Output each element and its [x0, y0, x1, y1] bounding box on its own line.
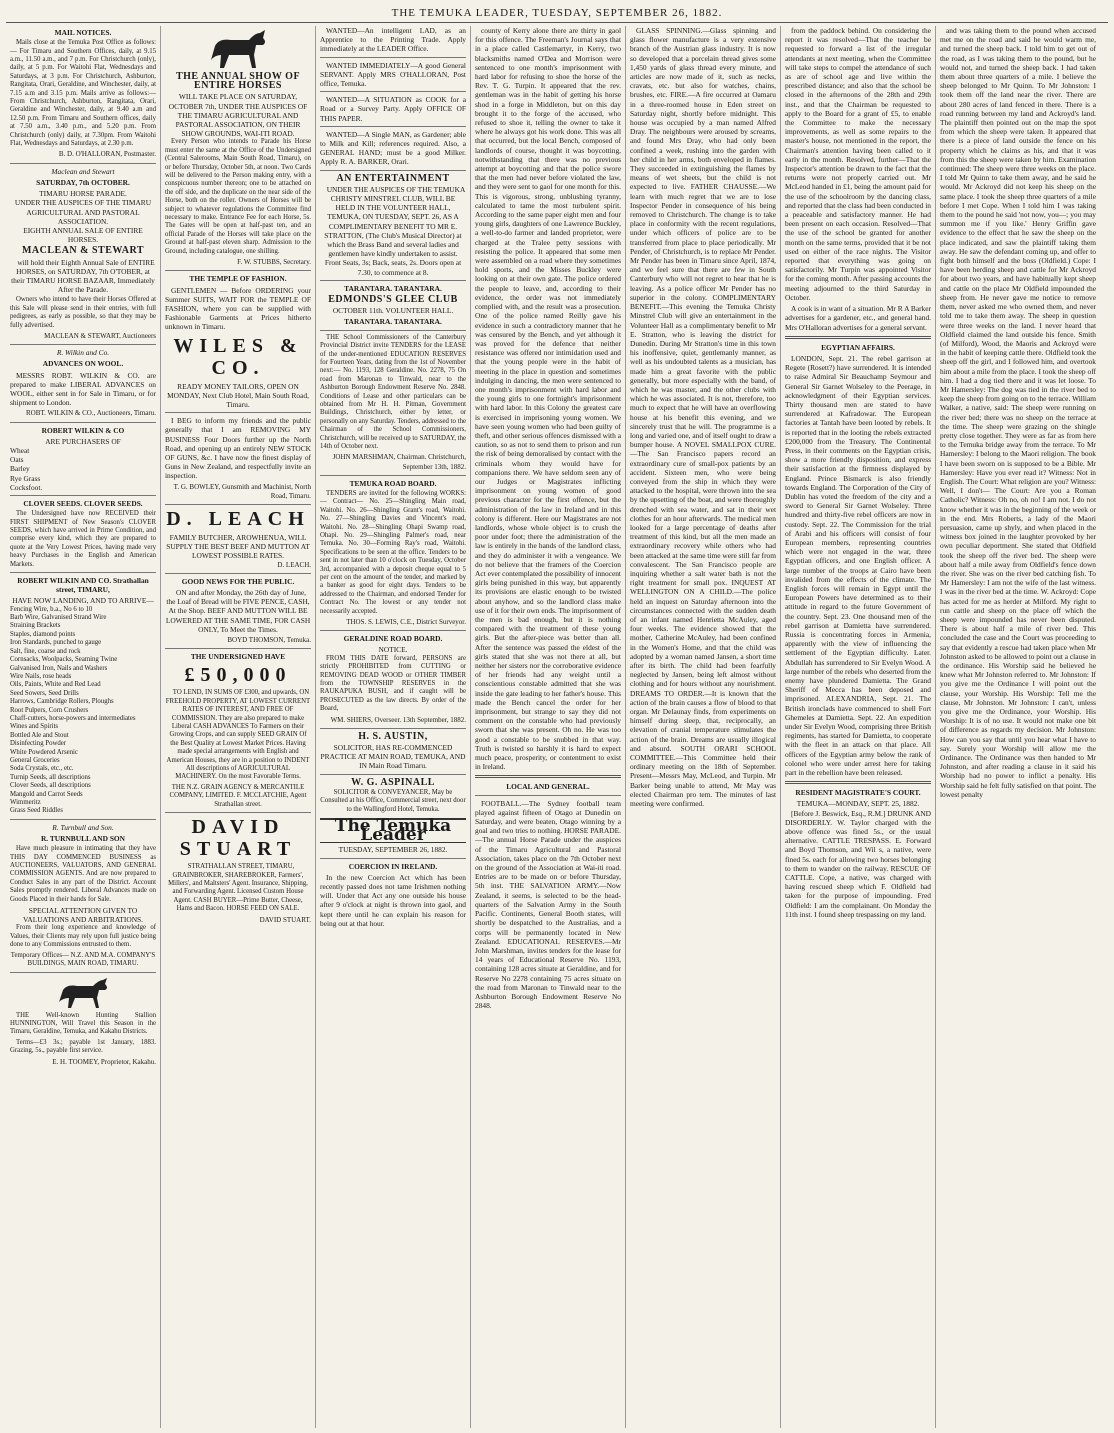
column-2	[161, 26, 316, 1428]
wilkin-purchasers-head: ROBERT WILKIN & CO	[41, 425, 125, 435]
leach-body: FAMILY BUTCHER, AROWHENUA, WILL SUPPLY THE BEST BEEF AND MUTTON AT LOWEST POSSIBLE RATES.	[166, 532, 310, 561]
show-sub: WILL TAKE PLACE ON SATURDAY, OCTOBER 7th, UNDER THE AUSPICES OF THE TIMARU AGRICULTURAL AND PASTORAL ASSOCIATION, ON THEIR SHOW GROUNDS, WAI-ITI ROAD.	[168, 92, 308, 139]
divider	[785, 336, 931, 339]
mail-notices-signature: B. D. O'HALLORAN, Postmaster.	[58, 150, 156, 159]
wilkin-landing-sub: HAVE NOW LANDING, AND TO ARRIVE—	[12, 596, 154, 606]
column-6	[781, 26, 936, 1428]
divider	[320, 280, 466, 281]
glee-club-body: OCTOBER 11th. VOLUNTEER HALL.	[332, 306, 454, 316]
divider	[10, 344, 156, 345]
clover-head: CLOVER SEEDS. CLOVER SEEDS.	[23, 499, 143, 508]
list-item: Staples, diamond points	[10, 630, 76, 638]
list-item: Iron Standards, punched to gauge	[10, 639, 102, 647]
school-commissioners-signature: JOHN MARSHMAN, Chairman. Christchurch, September 13th, 1882.	[332, 453, 466, 471]
school-committee-text: from the paddock behind. On considering the report it was resolved—That the teacher be requested to forward a list of the irregular attendants at next meeting, when the Committee will take steps to compel the attendance of such as are of school age and live within the prescribed distance; and also that the school be closed in the afternoons of the 28th and 29th inst., and that the Chairman be requested to apply to the Board for a grant of £5, to enable the Committee to make the necessary improvements, as well as some repairs to the master's house, not mentioned in the report, the Chairman's attention having been called to it early in the month. Resolved, further—That the Inspector's attention be drawn to the fact that the returns were not properly carried out. Mr McLeod handed in £1, being the amount paid for the use of the schoolroom by the dancing class, and reported that the class had been conducted in a peaceable and satisfactory manner. He had been present on each occasion. Resolved—That the use of the school be granted for another month on the same terms, provided that it be not used on either of the race nights. The Visitor reported that everything was going on satisfactorily. Mr Turpin was appointed Visitor for the coming month. After passing accounts the meeting adjourned to the third Saturday in October.	[785, 26, 931, 302]
list-item: Barley	[10, 464, 30, 474]
divider	[320, 126, 466, 127]
aspinall-body: SOLICITOR & CONVEYANCER, May be Consulted at his Office, Commercial street, next door to the Wallingford Hotel, Temuka.	[320, 788, 466, 813]
wilkin-landing-head: ROBERT WILKIN AND CO. Strathallan street, TIMARU,	[17, 576, 149, 595]
column-1	[6, 26, 161, 1428]
divider	[320, 630, 466, 631]
geraldine-road-board-signature: WM. SHIERS, Overseer. 13th September, 1882.	[330, 715, 466, 724]
show-signature: F. W. STUBBS, Secretary.	[237, 258, 311, 267]
bowley-signature: T. G. BOWLEY, Gunsmith and Machinist, North Road, Timaru.	[173, 482, 311, 500]
divider	[320, 57, 466, 58]
list-item: Cocksfoot.	[10, 482, 43, 492]
wanted-ad: WANTED—A SITUATION as COOK for a Road or a Survey Party. Apply OFFICE OF THIS PAPER.	[320, 95, 466, 123]
clover-body: The Undersigned have now RECEIVED their FIRST SHIPMENT of New Season's CLOVER SEEDS, which have arrived in Prime Condition, and comprise every kind, which they are prepared to quote at the Very Lowest Prices, having made very heavy Purchases in the English and American Markets.	[10, 510, 156, 568]
divider	[785, 781, 931, 784]
list-item: Clover Seeds, all descriptions	[10, 782, 91, 790]
temuka-road-board-head: TEMUKA ROAD BOARD.	[349, 478, 437, 488]
local-general-text: FOOTBALL.—The Sydney football team played against fifteen of Otago at Dunedin on Saturday, and were beaten, Otago winning by a goal and two tries to nothing. HORSE PARADE.—The annual Horse Parade under the auspices of the Timaru Agricultural and Pastoral Association, takes place on the 7th October next on the ground of the Association at Wai-iti road. Entries are to be made on or before Thursday, 5th inst. THE SALVATION ARMY.—Now Zealand, it seems, is selected to be the head-quarters of the Salvation Army in the South Pacific. Continents, General Booth states, will shortly be despatched to the Australias, and a corps will be permanently located in New Zealand. EDUCATIONAL RESERVES.—Mr John Marshman, invites tenders for the lease for 14 years of Educational Reserve No. 1193, containing 128 acres situate at Geraldine, and for Reserve No 2278 containing 75 acres situate on the road from Maronan to Tinwald near to the Ashburton Borough Endowment Reserve No 2848.	[475, 798, 621, 1011]
list-item: Seed Sowers, Seed Drills	[10, 689, 79, 697]
wiles-name: WILES & CO.	[173, 334, 303, 379]
maclean-auspices: UNDER THE AUSPICES OF THE TIMARU AGRICULTURAL AND PASTORAL ASSOCIATION.	[14, 198, 152, 226]
list-item: General Groceries	[10, 756, 60, 764]
column-7	[936, 26, 1100, 1428]
coercion-article-text: county of Kerry alone there are thirty in gaol for this offence. The Freeman's Journal says that in a place called Castlemartyr, in Kerry, two blacksmiths named O'Dea and Morrison were sentenced to one month's imprisonment with hard labor for refusing to shoe the horse of the Rev. T. G. Turpin. It appeared that the rev. gentleman was in the habit of getting his horse shod in a forge in Middleton, but on this day brought it to the forge of the accused, who refused to shoe it, telling the owner to take it where he always got his work done. This was all that occurred, but the local Bench, composed of landlords of course, thought it was boycotting, notwithstanding that there was no previous attempt at boycotting and that the police swore that the men had never before violated the law, and they were sent to gaol for one month for this. This is vigorous, strong, unblushing tyranny, calculated to tame the most turbulent spirit. According to the same paper eight men and four young girls, daughters of one Lawrence Buckley, a well-to-do farmer and landed proprietor, were charged at the Tralee petty sessions with resisting the police. It appeared that some men were assembled on a road where they sometimes hold sports, and the Misses Buckley were looking on at their own gate. The police ordered the people to leave, and, according to their evidence, the order was not immediately complied with, and the result was a prosecution. One of the police named Reilly gave his evidence in such a contradictory manner that he was censured by the Bench, and yet although it was proved for the defence that neither resistance was offered nor intimidation used and that the young people were in the habit of meeting in the place in question and sometimes indulging in dancing, the men were sentenced to one month's imprisonment with hard labor and the young girls to one fortnight's imprisonment with hard labor. In this Colony the greatest care is exercised in imprisoning young women. We have seen young women who had been guilty of theft, and other serious offences dismissed with a caution, so as not to send them to prison and run the risk of being demoralised by contact with the criminals whom they would have for companions there. We have seldom seen any of our Judges or Magistrates inflicting imprisonment on young women of good previous character for the first offence, but the administration of the law in Ireland and in this colony is different. Here our Magistrates are not landlords, whose whole object is to crush the poor under foot; there the administration of the law is entirely in the hands of the landlord class, and they do administer it with a vengeance. We do not believe that the framers of the Coercion Act ever contemplated the possibility of innocent girls being punished in this way, but apparently its provisions are elastic enough to be twisted about anyhow, and so the landlord class make use of it for their own ends. The imprisonment of the men is bad enough, but it is nothing compared with the treatment of these young girls. But the after-piece was better than all. After the sentence was passed the eldest of the girls stated that she was not there at all, but neither her sisters nor the corroborative evidence of her friends had any weight until a conscientious constable admitted that she was inside the gate leading to her father's house. This made the Bench cancel the order for her imprisonment, but strange to say they did not comment on the constable who had previously sworn that she was present. Oh no. He was too good a constable to be snubbed in that way. Truth is twisted so harshly it is hard to expect much peace, prosperity, or contentment to exist in Ireland.	[475, 26, 621, 772]
stuart-name: DAVID STUART	[179, 816, 297, 861]
coercion-body: In the new Coercion Act which has been recently passed does not tame Irishmen nothing will. Under that Act any one outside his house after 9 o'clock at night is thrown into gaol, and kept there until he can explain his reason for being out at that hour.	[320, 872, 466, 928]
column-3	[316, 26, 471, 1428]
show-title: THE ANNUAL SHOW OF ENTIRE HORSES	[175, 71, 301, 92]
masthead: THE TEMUKA LEADER, TUESDAY, SEPTEMBER 26, 1882.	[6, 4, 1108, 23]
divider	[475, 775, 621, 778]
coercion-head: COERCION IN IRELAND.	[348, 861, 438, 871]
divider	[320, 91, 466, 92]
maclean-place: TIMARU HORSE PARADE.	[39, 189, 127, 199]
tarantara: TARANTARA. TARANTARA.	[344, 283, 442, 293]
list-item: Salt, fine, coarse and rock	[10, 647, 81, 655]
horse-icon	[53, 976, 113, 1010]
column-5	[626, 26, 781, 1428]
wilkin-advances-head: ADVANCES ON WOOL.	[42, 359, 124, 369]
egyptian-affairs-head: EGYPTIAN AFFAIRS.	[821, 342, 895, 352]
newspaper-title-banner: The Temuka Leader	[320, 818, 466, 843]
good-news-signature: BOYD THOMSON, Temuka.	[227, 636, 311, 644]
austin-head: H. S. AUSTIN,	[358, 730, 428, 742]
list-item: Root Pulpers, Corn Crushers	[10, 706, 89, 714]
divider	[165, 270, 311, 271]
divider	[10, 819, 156, 820]
list-item: Turnip Seeds, all descriptions	[10, 773, 91, 781]
wanted-ad: WANTED—A Single MAN, as Gardener; able to Milk and Kill; references required. Also, a GENERAL HAND; must be a good Milker. Apply R. A. BARKER, Orari.	[320, 129, 466, 167]
loan-amount: £50,000	[184, 664, 292, 687]
divider	[165, 573, 311, 574]
turnbull-body-2: From their long experience and knowledge of Values, their Clients may rely upon full justice being done to any Commissions entrusted to them.	[10, 924, 156, 949]
wilkin-purchasers-sub: ARE PURCHASERS OF	[45, 436, 121, 446]
divider	[320, 774, 466, 775]
divider	[10, 495, 156, 496]
divider	[165, 412, 311, 413]
local-general-head: LOCAL AND GENERAL.	[506, 782, 590, 792]
maclean-date: SATURDAY, 7th OCTOBER.	[36, 177, 130, 187]
newspaper-date: TUESDAY, SEPTEMBER 26, 1882.	[338, 845, 448, 855]
wiles-body: READY MONEY TAILORS, OPEN ON MONDAY, Next Club Hotel, Main South Road, Timaru.	[167, 381, 309, 409]
tarantara: TARANTARA. TARANTARA.	[344, 317, 442, 327]
temuka-road-board-signature: THOS. S. LEWIS, C.E., District Surveyor.	[346, 618, 466, 627]
court-date: TEMUKA—MONDAY, SEPT. 25, 1882.	[796, 799, 920, 809]
list-item: Wheat	[10, 445, 30, 455]
entertainment-body: UNDER THE AUSPICES OF THE TEMUKA CHRISTY MINSTREL CLUB, WILL BE HELD IN THE VOLUNTEER HALL, TEMUKA, ON TUESDAY, SEPT. 26, AS A COMPLIMENTARY BENEFIT TO MR E. STRATTON, (The Club's Musical Director) at which the Brass Band and several ladies and gentlemen have kindly undertaken to assist. Front Seats, 3s; Back, seats, 2s. Doors open at 7.30, to commence at 8.	[324, 184, 466, 277]
list-item: Wire Nails, rose heads	[10, 672, 72, 680]
temple-body: GENTLEMEN — Before ORDERING your Summer SUITS, WAIT FOR the TEMPLE OF FASHION, where you can be supplied with Fashionable Garments at Prices hitherto unknown in Timaru.	[165, 285, 311, 332]
loan-signature: THE N.Z. GRAIN AGENCY & MERCANTILE COMPANY, LIMITED. F. MCCLATCHIE, Agent Strathallan street.	[169, 783, 307, 808]
list-item: Rye Grass	[10, 473, 41, 483]
wilkin-advances-signature: ROBT. WILKIN & CO., Auctioneers, Timaru.	[25, 409, 156, 418]
maclean-signature: MACLEAN & STEWART, Auctioneers	[44, 331, 156, 340]
wilkin-tag: R. Wilkin and Co.	[56, 348, 110, 358]
list-item: Wines and Spirits	[10, 723, 59, 731]
list-item: Oats	[10, 455, 24, 465]
hunting-stallion-terms: Terms—£3 3s.; payable 1st January, 1883. Grazing, 5s., payable first service.	[10, 1038, 156, 1055]
turnbull-offices: Temporary Offices— N.Z. AND M.A. COMPANY'S BUILDINGS, MAIN ROAD, TIMARU.	[10, 951, 156, 968]
good-news-body: ON and after Monday, the 26th day of June, the Loaf of Bread will be FIVE PENCE, CASH, At the Shop. BEEF AND MUTTON WILL BE LOWERED AT THE SAME TIME, FOR CASH ONLY, To Meet the Times.	[165, 587, 311, 634]
list-item: White Powdered Arsenic	[10, 748, 78, 756]
list-item: Straining Brackets	[10, 622, 61, 630]
list-item: Fencing Wire, b.a., No 6 to 10	[10, 605, 93, 613]
short-notes: A cook is in want of a situation. Mr R A Barker advertises for a gardener, etc., and general hand. Mrs O'Halloran advertises for a general servant.	[785, 304, 931, 332]
temple-head: THE TEMPLE OF FASHION.	[189, 274, 287, 284]
maclean-owners: Owners who intend to have their Horses Offered at this Sale will please send in their entries, with full pedigrees, as early as possible, so that they may be fully advertised.	[10, 296, 156, 329]
divider	[320, 728, 466, 729]
divider	[10, 572, 156, 573]
geraldine-road-board-notice: NOTICE.	[378, 645, 408, 655]
turnbull-tag: R. Turnbull and Son.	[52, 822, 114, 832]
egyptian-affairs-text: LONDON, Sept. 21. The rebel garrison at Regete (Rosett?) have surrendered. It is intended to raise Admiral Sir Beauchamp Seymour and General Sir Garnet Wolseley to the Peerage, in acknowledgment of their Egyptian services. Thirty thousand men are stated to have surrendered at Kafradowar. The European factories at Tantah have been looted by rebels. It is reported that in the looting the rebels extracted £200,000 from the Treasury. The Continental Press, in their comments on the Egyptian crisis, show a more friendly disposition, and express their satisfaction at the firmness displayed by England. Prince Bismarck is also friendly towards England. The Corporation of the City of Dublin has voted the freedom of the city and a sword to General Sir Garnet Wolseley. Three hundred and thirty-five rebel officers are now in custody. Sept. 22. The Commission for the trial of Arabi and his officers will consist of four European members, representing countries which were not engaged in the war, three Egyptian officers, and one English officer. A large number of the troops at Cairo have been invalided from the effects of the climate. The English forces will remain in Egypt until the European Powers have determined as to their attitude in regard to the future Government of the country. Sept. 23. One thousand men of the rebel garrison at Damietta have surrendered. Russia is concentrating forces in Armenia, apparently with the view of influencing the settlement of the Egyptian difficulty. Later. Abdullah has surrendered to Sir Evelyn Wood. A large number of the rebels who deserted from the enemy have plundered Damietta. The Grand Sheriff of Mecca has been deposed and imprisoned. ALEXANDRIA, Sept. 21. The British ironclads have commenced to shell Fort Ghemeles at Damietta. Sept. 22. An expedition under Sir Evelyn Wood, comprising three British regiments, has started for Damietta, to cooperate with the fleet in an attack on that place. All officers of the Egyptian army below the rank of colonel who were under arrest here for taking part in the rebellion have been released.	[785, 353, 931, 778]
divider	[165, 648, 311, 649]
bowley-body: I BEG to inform my friends and the public generally that I am REMOVING MY BUSINESS Four Doors further up the North Road, and opening up an entirely NEW STOCK OF GUNS, &c. I have now the finest display of Guns in New Zealand, and respectfully invite an inspection.	[165, 416, 311, 481]
column-4	[471, 26, 626, 1428]
aspinall-head: W. G. ASPINALL	[351, 776, 435, 788]
list-item: Grass Seed Riddles	[10, 807, 63, 815]
entertainment-head: AN ENTERTAINMENT	[336, 172, 450, 184]
list-item: Disinfecting Powder	[10, 740, 67, 748]
list-item: Barb Wire, Galvanised Strand Wire	[10, 614, 107, 622]
court-text: [Before J. Beswick, Esq., R.M.] DRUNK AND DISORDERLY. W. Taylor charged with the above offence was fined 5s., or the usual alternative. CATTLE TRESPASS. E. Forward and Boyd Thomson, and Wil s, a native, were fined 5s. each for allowing two horses belonging to them to wander on the railway. RESCUE OF CATTLE. Cope, a native, was charged with having rescued sheep which F. Oldfield had taken for the purpose of impounding. Fred Oldfield: I am the complainant. On Monday the 11th inst. I found sheep trespassing on my land.	[785, 808, 931, 919]
list-item: Soda Crystals, etc., etc.	[10, 765, 74, 773]
list-item: Galvanised Iron, Nails and Washers	[10, 664, 108, 672]
wanted-ad: WANTED IMMEDIATELY—A good General SERVANT. Apply MRS O'HALLORAN, Post office, Temuka.	[320, 60, 466, 89]
maclean-eighth: EIGHTH ANNUAL SALE OF ENTIRE HORSES.	[23, 225, 143, 245]
divider	[475, 795, 621, 796]
wilkin-purchasers-list	[10, 446, 156, 492]
wilkin-advances-body: MESSRS ROBT. WILKIN & CO. are prepared to make LIBERAL ADVANCES on WOOL, either sent in for Sale in Timaru, or for shipment to London.	[10, 370, 156, 408]
divider	[320, 475, 466, 476]
mail-notices-text: Mails close at the Temuka Post Office as follows:— For Timaru and Southern Offices, daily, at 9.15 a.m., 11.50 a.m., and 7 p.m. For Christchurch (only), daily, at 5 p.m. For Waitohi Flat, Wednesdays and Saturdays, at 3 p.m. For Christchurch, Ashburton, Rangitata, Orari, Geraldine, and Winchester, daily, at 7.15 a.m and 3.15 p.m. Mails arrive as follows:— From Christchurch, Ashburton, Rangitata, Orari, Geraldine and Winchester, daily, at 9.40 a.m and 12.50 p.m. From Timaru and Southern offices, daily at 7.50 a.m., 3.40 p.m., and 5.20 p.m. From Christchurch (only) daily, at 7.30pm. From Waitohi Flat, Wednesdays and Saturdays, at 2.30 p.m.	[10, 39, 156, 148]
glee-club-head: EDMONDS'S GLEE CLUB	[328, 294, 458, 306]
court-head: RESIDENT MAGISTRATE'S COURT.	[795, 788, 921, 798]
turnbull-body: Have much pleasure in intimating that they have THIS DAY COMMENCED BUSINESS as AUCTIONEERS, VALUATORS, AND GENERAL COMMISSION AGENTS. And are now prepared to Conduct Sales in any part of the District. Account Sales promptly rendered. Liberal Advances made on Goods Placed in their hands for Sale.	[10, 845, 156, 903]
wilkin-landing-list	[10, 606, 156, 816]
list-item: Bottled Ale and Stout	[10, 731, 69, 739]
divider	[320, 330, 466, 331]
list-item: Cornsacks, Woolpacks, Seaming Twine	[10, 656, 118, 664]
divider	[165, 812, 311, 813]
austin-body: SOLICITOR, HAS RE-COMMENCED PRACTICE AT MAIN ROAD, TEMUKA, AND IN Main Road Timaru.	[320, 742, 466, 771]
list-item: Harrows, Cambridge Rollers, Ploughs	[10, 698, 114, 706]
geraldine-road-board-body: FROM THIS DATE forward, PERSONS are strictly PROHIBITED from CUTTING or REMOVING DEAD WOOD or OTHER TIMBER from the TOWNSHIP RESERVES in the RAUKAPUKA BUSH, and if caught will be PROSECUTED as the law directs. By order of the Board,	[320, 654, 466, 713]
divider	[320, 170, 466, 171]
court-continued-text: and was taking them to the pound when accused met me on the road and said he would warm me, and turned the sheep back. I told him to get out of the road, as I was taking them to the pound, but he would not, and turned the sheep back. I had taken them about three quarters of a mile. I believe the sheep belonged to Mr Quinn. To Mr Johnston: I took them off the land near the river. There are about 280 acres of land fenced in there. There is a road running between my land and Ackroyd's land. The plaintiff then pointed out on the map the spot from which the sheep were taken. It appeared that there is a piece of land outside the fence on his property which he claims as his, and that it was from this the sheep were taken by him. Examination continued: The sheep were three weeks on the place. I told Mr Quinn to take them away, and he said he would. Mr Ackroyd did not keep his sheep on the same place. I took the sheep three quarters of a mile before I met Cope. When I told him I was taking them to the pound he said 'not now, you—; you may summon me if you like.' Henry Griffin gave evidence to the effect that he saw the sheep on the place indicated, and saw the plaintiff taking them away. He saw the defendant coming up, and offer to fight both himself and the boss (Oldfield.) Cope: I have been herding sheep and cattle for Mr Ackroyd for about two years, and have habitually kept sheep and cattle on the place Mr Oldfield impounded the sheep from. He never gave me notice to remove them, never asked me who owned them, and never told me to take them away. The sheep in question were three weeks on the land. I never heard that Oldfield claimed the land outside his fence. Smith (of Milford), Wood, the Maoris and Ackroyd were in the habit of keeping cattle there. Oldfield took the sheep off the girl, and I followed him, and overtook him about a mile from the place. I took the sheep off him. I had a dog tied there and it was let loose. To Mr Hamersley: The dog was tied in the river bed to keep the sheep from going on to the terrace. William Walker, a native, said: The sheep were running on the river bed; there was no sheep on the terrace at the time. The sheep were grazing on the shingle pretty close together. They were as far as from here to the Temuka bridge away from the terrace. To Mr Hamersley: I belong to the Maori religion. The book I have been sworn on is supposed to be a Bible. Mr Hamersley: Have you ever read it? Witness: Not in English. The Court: What religion are you? Witness: Well, I don't— The Court: Are you a Roman Catholic? Witness: Oh no, oh no! I am not. I do not know whether it was in the beginning of the week or in the end. Mrs Roberts, a lady of the Maori persuasion, came up shyly, and when placed in the witness box joined in the laughter provoked by her own peculiar deportment. She stated that Oldfield took the sheep off the river bed. The sheep were about half a mile away from Oldfield's fence down the river. She was on the river bed catching fish. To Mr Hamersley: I am not the wife of the last witness. I was in the river bed at the time. W. Ackroyd: Cope has acted for me as herder at Milford. My right to run cattle and sheep on the place off which the sheep were impounded has never been disputed. There is about half a mile of river bed. This concluded the case and the Court was proceeding to say that evidently a rescue had taken place when Mr Johnston asked to be allowed to point out a clause in the ordinance. His Worship said he believed he knew what Mr Johnston referred to. Mr Johnston: If you give me the Ordinance I will point out the clause, your Worship. His Worship: Tell me the clause, Mr Johnston. Mr Johnston: I can't, unless you give me the Ordinance, your Worship. His Worship: It is of no use. It would not make one bit of difference as regards my decision. Mr Johnston: How can you say that until you hear what I have to say. Surely your Worship will allow me the Ordinance. The Ordinance was then handed to Mr Johnston, and after reading a clause in it said his Worship had no power to inflict a penalty. His Worship said he felt fully satisfied on that point. The lowest penalty	[940, 26, 1096, 799]
loan-head: THE UNDERSIGNED HAVE	[190, 652, 286, 662]
loan-body: TO LEND, IN SUMS OF £300, and upwards, ON FREEHOLD PROPERTY, AT LOWEST CURRENT RATES OF INTEREST, AND FREE OF COMMISSION. They are also prepared to make Liberal CASH ADVANCES To Farmers on their Growing Crops, and can supply SEED GRAIN Of the Best Quality at Lowest Market Prices. Having made special arrangements with English and American Houses, they are in a position to INDENT All descriptions of AGRICULTURAL MACHINERY. On the most Favorable Terms.	[165, 689, 311, 781]
divider	[10, 972, 156, 973]
wanted-ad: WANTED—An intelligent LAD, as an Apprentice to the Printing Trade. Apply immediately at the LEADER Office.	[320, 26, 466, 54]
local-news-text: GLASS SPINNING.—Glass spinning and glass flower manufacture is a very extensive branch of the Austrian glass industry. It is now so developed that a porcelain thread gives some 1,450 yards of glass thread every minute, and articles are now made of it, such as necks, cravats, etc. but also for watches, chains, brushes, etc. FIRE.—A fire occurred at Oamaru in a three-roomed house in Eden street on Saturday night, shortly before midnight. This house was occupied by a man named Alfred Dray. The neighbours were aroused by screams, and found Mrs Dray, who had only been confined a week, rushing into the garden with her child in her arms, both enveloped in flames. They succeeded in extinguishing the flames by means of wet sheets, but the child is not expected to live. FATHER CHAUSSE.—We learn with much regret that we are to lose Inspector Pender in consequence of his being removed to Christchurch. The change is to take place in conformity with the recent regulations, under which officers of police are to be transferred from place to place periodically. Mr Pender, of Christchurch, is to replace Mr Pender. Mr Pender has been in Timaru since April, 1874, and we feel sure that there are few in South Canterbury who will not regret to hear that he is leaving. As a police officer Mr Pender has no superior in the colony. COMPLIMENTARY BENEFIT.—This evening the Temuka Christy Minstrel Club will give an entertainment in the Volunteer Hall as a complimentary benefit to Mr E. Stratton, who is leaving the district for Dunedin. During Mr Stratton's time in this town his inoffensive, quiet, gentlemanly manner, as well as his undoubted talents as a musician, has made him a great favorite with the public generally, but more especially with the band, of which he was master, and the other clubs with which he was associated. It is not, therefore, too much to expect that he will have an overflowing house at his benefit this evening, and we sincerely trust that he will. The programme is a long and varied one, and of itself ought to draw a bumper house. A NOVEL SMALLPOX CURE.—The San Francisco papers record an extraordinary cure of small-pox patients by an accident. Sixteen men, who were being conveyed from the ship in which they were attacked to the hospital, were thrown into the sea by the upsetting of the boat, and were thoroughly drenched with sea water, and sat in their wet clothes for an hour afterwards. The medical men looked for a large percentage of deaths after treatment of this kind, but all the men made an extraordinary recovery while others who had been attacked at the same time were still far from convalescent. The San Francisco people are inquiring whether a salt water bath is not the right treatment for small pox. INQUEST AT WELLINGTON ON A CHILD.—The police held an inquest on Saturday afternoon into the circumstances connected with the sudden death of an infant named Henrietta McAuley, aged four weeks. The evidence showed that the mother, Catherine McAuley, had been confined in the Women's Home, and that the child was adopted by a woman named Jansen, a short time after its birth. The child had been fearfully neglected by Jansen, being left almost without clothing and for hours without any nourishment. DREAMS TO ORDER.—It is known that the action of the brain causes a flow of blood to that organ. Mr Delaunay finds, from experiments on himself during sleep, that, reciprocally, an elevation of cranial temperature stimulates the action of the brain. Dreams are usually illogical and absurd. SOUTH ORARI SCHOOL COMMITTEE.—This Committee held their ordinary meeting on the 18th of September. Present—Messrs May, McLeod, and Turpin. Mr Barker being unable to attend, Mr May was elected Chairman pro tem. The minutes of last meeting were confirmed.	[630, 26, 776, 809]
hunting-stallion-body: THE Well-known Hunting Stallion HUNNINGTON, Will Travel this Season in the Timaru, Geraldine, Temuka, and Kakahu Districts.	[10, 1011, 156, 1036]
maclean-firm: MACLEAN & STEWART	[21, 245, 145, 257]
good-news-head: GOOD NEWS FOR THE PUBLIC.	[181, 576, 295, 586]
turnbull-firm: R. TURNBULL AND SON	[40, 834, 126, 844]
temuka-road-board-body: TENDERS are invited for the following WORKS:— Contract— No. 25—Shingling Main road, Waitohi. No. 26—Shingling Grant's road, Waitohi. No. 27—Shingling Davies and Vincent's road, Waitohi. No. 28—Shingling Ohapi Swamp road, Ohapi. No. 29—Shingling Palmer's road, near Temuka. No. 30—Forming Ray's road, Waitohi. Specifications to be seen at the office. Tenders to be sent in not later than 10 o'clock on Tuesday, October 3rd, accompanied with a deposit cheque equal to 5 per cent on the amount of the tender, and marked by a banker as good for eight days. Tenders to be addressed to the Chairman, and endorsed Tender for Contract No. The lowest or any tender not necessarily accepted.	[320, 489, 466, 615]
school-commissioners-body: THE School Commissioners of the Canterbury Provincial District invite TENDERS for the LEASE of the under-mentioned EDUCATION RESERVES for Fourteen Years, dating from the 1st of November next:— No. 1193, 128 Geraldine. No. 2278, 75 On road from Maronan to Tinwald, near to the Ashburton Borough Endowment Reserve No. 2848. Conditions of Lease and other particulars can be obtained from Mr H. H. Pitman, Government Buildings, Christchurch, either by letter, or personally on any Saturday. Tenders, addressed to the Chairman of the School Commissioners, Christchurch, will be received up to SATURDAY, the 14th of October next.	[320, 333, 466, 450]
turnbull-special: SPECIAL ATTENTION GIVEN TO VALUATIONS AND ARBITRATIONS.	[23, 906, 143, 925]
maclean-tag: Maclean and Stewart	[51, 166, 115, 176]
show-body: Every Person who intends to Parade his Horse must enter the same at the Office of the Undersigned (Central Salerooms, Main South Road, Timaru), on or before Thursday, October 5th, at noon. Two Cards will be delivered to the Person making entry, with a conspicuous number thereon; one to be attached on the off side, and the duplicate on the near side of the Horse, both on the roller. Owners of Horses will be subject to whatever regulations the Committee find necessary to make. Entrance Fee for each Horse, 5s. The Gates will be open at half-past ten, and an official Parade of the Horses will take place on the Ground at half-past eleven sharp. Admission to the Ground, including catalogue, one shilling.	[165, 138, 311, 255]
divider	[320, 858, 466, 859]
divider	[10, 163, 156, 164]
geraldine-road-board-head: GERALDINE ROAD BOARD.	[343, 634, 443, 644]
stuart-signature: DAVID STUART.	[259, 915, 311, 924]
maclean-body: will hold their Eighth Annual Sale of ENTIRE HORSES, on SATURDAY, 7th O'TOBER, at their TIMARU HORSE BAZAAR, Immediately After the Parade.	[11, 257, 155, 295]
hunting-stallion-signature: E. H. TOOMEY, Proprietor, Kakahu.	[52, 1057, 156, 1066]
stuart-body: STRATHALLAN STREET, TIMARU, GRAINBROKER, SHAREBROKER, Farmers', Millers', and Maltsters' Agent. Insurance, Shipping, and Forwarding Agent. Licensed Custom House Agent. CASH BUYER—Prime Butter, Cheese, Hams and Bacon. HORSE FEED ON SALE.	[168, 863, 308, 913]
divider	[165, 504, 311, 505]
leach-name: D. LEACH	[166, 507, 310, 530]
list-item: Oils, Paints, White and Red Lead	[10, 681, 101, 689]
divider	[10, 422, 156, 423]
list-item: Mangold and Carrot Seeds	[10, 790, 83, 798]
mail-notices-title: MAIL NOTICES.	[54, 28, 112, 37]
list-item: Wimmeritz	[10, 799, 41, 806]
columns	[6, 26, 1108, 1428]
leach-signature: D. LEACH.	[277, 560, 311, 569]
horse-icon	[203, 28, 273, 70]
list-item: Chaff-cutters, horse-powers and intermediates	[10, 714, 136, 722]
